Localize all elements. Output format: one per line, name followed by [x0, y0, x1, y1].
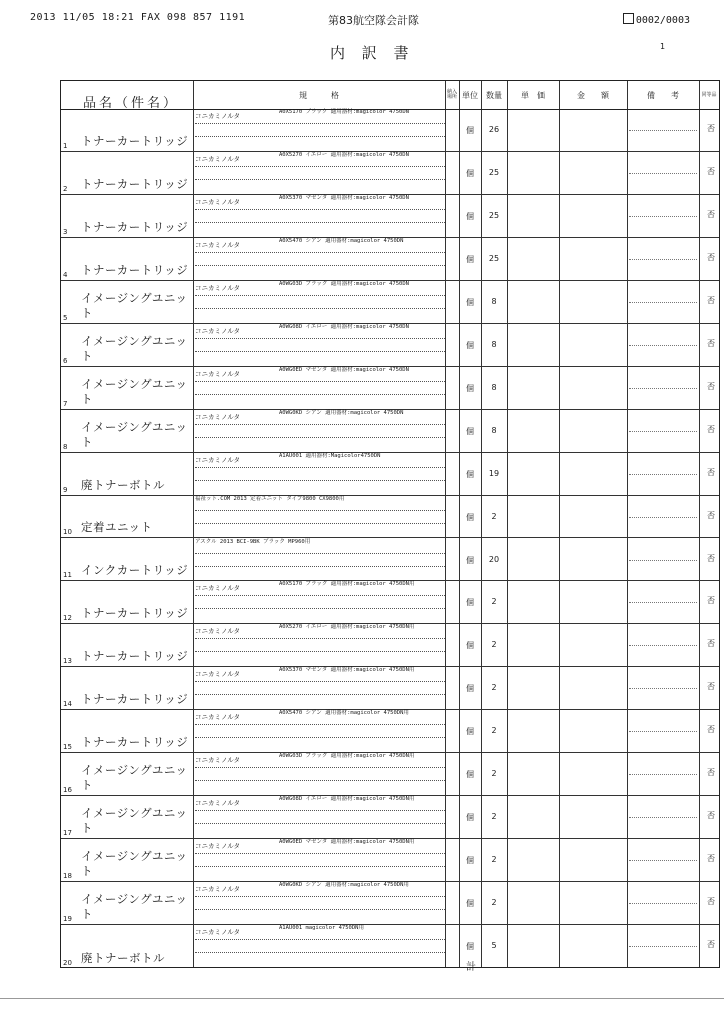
- item-unit: 個: [466, 168, 474, 178]
- item-quantity: 8: [491, 339, 497, 349]
- item-maker: コニカミノルタ: [195, 369, 240, 378]
- item-name: トナーカートリッジ: [81, 692, 189, 707]
- row-number: 7: [63, 399, 68, 408]
- item-quantity: 2: [491, 769, 497, 779]
- item-unit: 個: [466, 641, 474, 651]
- note-guide-line: [629, 602, 697, 603]
- item-quantity: 25: [488, 253, 500, 263]
- item-maker: コニカミノルタ: [195, 240, 240, 249]
- item-maker: コニカミノルタ: [195, 756, 240, 765]
- item-name: トナーカートリッジ: [81, 219, 189, 234]
- item-spec: 福祉ット.COM 2013 定着ユニット タイプ9800 CX9800用: [195, 495, 345, 502]
- item-spec: A1AU001 適用器材:Magicolor4750DN: [279, 452, 381, 459]
- spec-guide-line: [195, 437, 445, 438]
- item-maker: コニカミノルタ: [195, 283, 240, 292]
- item-unit: 個: [466, 899, 474, 909]
- spec-guide-line: [195, 608, 445, 609]
- page-number: 1: [660, 42, 666, 51]
- item-quantity: 2: [491, 898, 497, 908]
- item-name: 廃トナーボトル: [81, 477, 165, 492]
- item-unit: 個: [466, 297, 474, 307]
- item-quantity: 8: [491, 296, 497, 306]
- table-row: [61, 281, 719, 324]
- row-number: 12: [63, 614, 72, 623]
- note-guide-line: [629, 688, 697, 689]
- note-guide-line: [629, 903, 697, 904]
- row-number: 10: [63, 528, 72, 537]
- item-name: イメージングユニット: [81, 419, 188, 449]
- spec-guide-line: [195, 810, 445, 811]
- item-spec: A0WG0ED マゼンタ 適用器材:magicolor 4750DN用: [279, 839, 415, 846]
- item-unit: 個: [466, 512, 474, 522]
- item-name: イメージングユニット: [81, 290, 188, 320]
- note-guide-line: [629, 173, 697, 174]
- item-quantity: 26: [488, 125, 500, 134]
- fax-sender-org: 第83航空隊会計隊: [328, 14, 419, 27]
- item-spec: A0X5370 マゼンタ 適用器材:magicolor 4750DN用: [279, 667, 415, 674]
- item-name: イメージングユニット: [81, 376, 188, 406]
- header-spec: 規 格: [299, 90, 339, 100]
- header-unit-price: 単 価: [521, 90, 545, 100]
- item-spec: A0X5170 ブラック 適用器材:magicolor 4750DN: [279, 109, 409, 115]
- item-unit: 個: [466, 211, 474, 221]
- item-maker: コニカミノルタ: [195, 799, 240, 808]
- item-spec: アスクル 2013 BCI-9BK ブラック MP960用: [195, 538, 311, 545]
- item-equivalent: 否: [707, 295, 715, 305]
- item-maker: コニカミノルタ: [195, 455, 240, 464]
- note-guide-line: [629, 560, 697, 561]
- item-quantity: 2: [491, 726, 497, 736]
- item-name: イメージングユニット: [81, 806, 188, 836]
- item-name: 廃トナーボトル: [81, 950, 165, 965]
- note-guide-line: [629, 216, 697, 217]
- item-maker: コニカミノルタ: [195, 627, 240, 636]
- note-guide-line: [629, 731, 697, 732]
- note-guide-line: [629, 302, 697, 303]
- item-quantity: 25: [488, 210, 500, 220]
- note-guide-line: [629, 860, 697, 861]
- item-equivalent: 否: [707, 768, 715, 778]
- item-spec: A0WG08D イエロー 適用器材:magicolor 4750DN用: [279, 796, 415, 803]
- spec-guide-line: [195, 265, 445, 266]
- item-equivalent: 否: [707, 854, 715, 864]
- note-guide-line: [629, 345, 697, 346]
- item-spec: A0X5470 シアン 適用器材:magicolor 4750DN用: [279, 710, 409, 717]
- item-equivalent: 否: [707, 725, 715, 735]
- item-quantity: 2: [491, 812, 497, 822]
- spec-guide-line: [195, 381, 445, 382]
- item-unit: 個: [466, 770, 474, 780]
- row-number: 17: [63, 829, 72, 838]
- row-number: 4: [63, 270, 68, 279]
- item-spec: A0WG08D イエロー 適用器材:magicolor 4750DN: [279, 323, 409, 330]
- table-row: [61, 624, 719, 667]
- spec-guide-line: [195, 767, 445, 768]
- item-quantity: 20: [488, 554, 500, 564]
- table-header: [61, 81, 719, 110]
- item-quantity: 2: [491, 640, 497, 650]
- item-equivalent: 否: [707, 381, 715, 391]
- item-unit: 個: [466, 254, 474, 264]
- item-quantity: 8: [491, 425, 497, 435]
- table-row: [61, 882, 719, 925]
- row-number: 9: [63, 485, 68, 494]
- table-row: [61, 453, 719, 496]
- item-spec: A1AU001 magicolor 4750DN用: [279, 925, 364, 932]
- item-quantity: 19: [488, 468, 500, 478]
- item-maker: コニカミノルタ: [195, 842, 240, 851]
- spec-guide-line: [195, 553, 445, 554]
- note-guide-line: [629, 517, 697, 518]
- table-row: [61, 796, 719, 839]
- table-row: [61, 753, 719, 796]
- spec-guide-line: [195, 853, 445, 854]
- spec-guide-line: [195, 480, 445, 481]
- spec-guide-line: [195, 136, 445, 137]
- page-bottom-rule: [0, 998, 724, 999]
- spec-guide-line: [195, 295, 445, 296]
- row-number: 13: [63, 657, 72, 666]
- item-name: 定着ユニット: [81, 520, 153, 535]
- table-row: [61, 195, 719, 238]
- item-equivalent: 否: [707, 424, 715, 434]
- spec-guide-line: [195, 523, 445, 524]
- note-guide-line: [629, 388, 697, 389]
- item-quantity: 2: [491, 597, 497, 607]
- note-guide-line: [629, 946, 697, 947]
- item-unit: 個: [466, 340, 474, 350]
- header-amount: 金 額: [577, 90, 609, 100]
- item-spec: A0X5270 イエロー 適用器材:magicolor 4750DN: [279, 151, 409, 158]
- table-row: [61, 367, 719, 410]
- spec-guide-line: [195, 651, 445, 652]
- table-body: [61, 109, 719, 967]
- row-number: 5: [63, 313, 68, 322]
- item-quantity: 2: [491, 511, 497, 521]
- item-unit: 個: [466, 727, 474, 737]
- note-guide-line: [629, 774, 697, 775]
- item-quantity: 2: [491, 683, 497, 693]
- item-equivalent: 否: [707, 124, 715, 133]
- spec-guide-line: [195, 694, 445, 695]
- row-number: 3: [63, 227, 68, 236]
- item-equivalent: 否: [707, 467, 715, 477]
- spec-guide-line: [195, 424, 445, 425]
- item-unit: 個: [466, 813, 474, 823]
- spec-guide-line: [195, 179, 445, 180]
- item-equivalent: 否: [707, 209, 715, 219]
- table-row: [61, 667, 719, 710]
- spec-guide-line: [195, 909, 445, 910]
- item-unit: 個: [466, 942, 474, 952]
- item-maker: コニカミノルタ: [195, 885, 240, 894]
- fax-page-box-icon: [623, 13, 634, 24]
- item-equivalent: 否: [707, 897, 715, 907]
- item-name: トナーカートリッジ: [81, 262, 189, 277]
- item-maker: コニカミノルタ: [195, 154, 240, 163]
- table-row: [61, 152, 719, 195]
- note-guide-line: [629, 817, 697, 818]
- item-unit: 個: [466, 598, 474, 608]
- item-maker: コニカミノルタ: [195, 670, 240, 679]
- table-row: [61, 496, 719, 539]
- row-number: 2: [63, 184, 68, 193]
- row-number: 6: [63, 356, 68, 365]
- item-equivalent: 否: [707, 252, 715, 262]
- row-number: 18: [63, 872, 72, 881]
- item-maker: コニカミノルタ: [195, 326, 240, 335]
- item-name: イメージングユニット: [81, 849, 188, 879]
- item-name: イメージングユニット: [81, 892, 188, 922]
- row-number: 19: [63, 915, 72, 924]
- item-spec: A0WG0KD シアン 適用器材:magicolor 4750DN用: [279, 882, 409, 889]
- item-spec: A0WG0ED マゼンタ 適用器材:magicolor 4750DN: [279, 366, 409, 373]
- item-quantity: 5: [491, 941, 497, 951]
- fax-header: [0, 12, 724, 28]
- itemized-table: [60, 80, 720, 968]
- item-maker: コニカミノルタ: [195, 584, 240, 593]
- spec-guide-line: [195, 351, 445, 352]
- item-equivalent: 否: [707, 596, 715, 606]
- row-number: 11: [63, 571, 72, 580]
- header-name: 品名（件名）: [83, 95, 180, 111]
- item-equivalent: 否: [707, 510, 715, 520]
- item-name: トナーカートリッジ: [81, 735, 189, 750]
- spec-guide-line: [195, 566, 445, 567]
- table-row: [61, 839, 719, 882]
- item-equivalent: 否: [707, 940, 715, 950]
- item-unit: 個: [466, 856, 474, 866]
- document-title: 内 訳 書: [330, 44, 415, 62]
- table-row: [61, 925, 719, 968]
- item-equivalent: 否: [707, 166, 715, 176]
- item-name: トナーカートリッジ: [81, 649, 189, 664]
- fax-page-text: 0002/0003: [635, 15, 690, 26]
- item-quantity: 25: [488, 167, 500, 177]
- item-spec: A0WG03D ブラック 適用器材:magicolor 4750DN用: [279, 753, 415, 760]
- item-equivalent: 否: [707, 338, 715, 348]
- item-unit: 個: [466, 469, 474, 479]
- spec-guide-line: [195, 866, 445, 867]
- header-quantity: 数量: [486, 90, 502, 100]
- item-name: トナーカートリッジ: [81, 606, 189, 621]
- spec-guide-line: [195, 209, 445, 210]
- header-delivery: 納入場所: [446, 89, 457, 100]
- item-unit: 個: [466, 426, 474, 436]
- fax-transmission-info: 2013 11/05 18:21 FAX 098 857 1191: [30, 12, 246, 23]
- spec-guide-line: [195, 823, 445, 824]
- item-equivalent: 否: [707, 553, 715, 563]
- item-name: イメージングユニット: [81, 763, 188, 793]
- fax-page-counter: [623, 12, 690, 26]
- item-name: トナーカートリッジ: [81, 133, 189, 148]
- table-row: [61, 581, 719, 624]
- table-row: [61, 324, 719, 367]
- spec-guide-line: [195, 394, 445, 395]
- note-guide-line: [629, 431, 697, 432]
- item-equivalent: 否: [707, 811, 715, 821]
- item-equivalent: 否: [707, 682, 715, 692]
- item-spec: A0WG0KD シアン 適用器材:magicolor 4750DN: [279, 409, 404, 416]
- note-guide-line: [629, 474, 697, 475]
- spec-guide-line: [195, 222, 445, 223]
- note-guide-line: [629, 645, 697, 646]
- item-equivalent: 否: [707, 639, 715, 649]
- spec-guide-line: [195, 952, 445, 953]
- spec-guide-line: [195, 467, 445, 468]
- item-maker: コニカミノルタ: [195, 928, 240, 937]
- item-spec: A0X5470 シアン 適用器材:magicolor 4750DN: [279, 237, 404, 244]
- spec-guide-line: [195, 780, 445, 781]
- note-guide-line: [629, 259, 697, 260]
- spec-guide-line: [195, 737, 445, 738]
- item-spec: A0X5270 イエロー 適用器材:magicolor 4750DN用: [279, 624, 415, 631]
- spec-guide-line: [195, 123, 445, 124]
- spec-guide-line: [195, 681, 445, 682]
- spec-guide-line: [195, 638, 445, 639]
- table-row: [61, 410, 719, 453]
- header-equivalent: 同等品: [701, 91, 717, 98]
- spec-guide-line: [195, 308, 445, 309]
- spec-guide-line: [195, 510, 445, 511]
- table-row: [61, 109, 719, 152]
- spec-guide-line: [195, 896, 445, 897]
- header-unit: 単位: [462, 90, 478, 100]
- item-maker: コニカミノルタ: [195, 197, 240, 206]
- item-quantity: 8: [491, 382, 497, 392]
- spec-guide-line: [195, 595, 445, 596]
- item-name: イメージングユニット: [81, 333, 188, 363]
- row-number: 15: [63, 743, 72, 752]
- header-note: 備 考: [647, 90, 679, 100]
- item-spec: A0X5170 ブラック 適用器材:magicolor 4750DN用: [279, 581, 415, 588]
- table-row: [61, 539, 719, 582]
- item-spec: A0X5370 マゼンタ 適用器材:magicolor 4750DN: [279, 194, 409, 201]
- item-name: インクカートリッジ: [81, 563, 189, 578]
- item-spec: A0WG03D ブラック 適用器材:magicolor 4750DN: [279, 280, 409, 287]
- item-maker: コニカミノルタ: [195, 112, 240, 120]
- item-name: トナーカートリッジ: [81, 176, 189, 191]
- spec-guide-line: [195, 939, 445, 940]
- spec-guide-line: [195, 338, 445, 339]
- item-unit: 個: [466, 684, 474, 694]
- note-guide-line: [629, 130, 697, 131]
- table-row: [61, 238, 719, 281]
- row-number: 1: [63, 141, 68, 150]
- spec-guide-line: [195, 252, 445, 253]
- item-unit: 個: [466, 555, 474, 565]
- total-label: 計: [466, 962, 476, 973]
- item-maker: コニカミノルタ: [195, 713, 240, 722]
- row-number: 8: [63, 442, 68, 451]
- spec-guide-line: [195, 166, 445, 167]
- row-number: 14: [63, 700, 72, 709]
- row-number: 20: [63, 958, 72, 967]
- row-number: 16: [63, 786, 72, 795]
- item-unit: 個: [466, 383, 474, 393]
- item-maker: コニカミノルタ: [195, 412, 240, 421]
- table-row: [61, 710, 719, 753]
- item-quantity: 2: [491, 855, 497, 865]
- spec-guide-line: [195, 724, 445, 725]
- item-unit: 個: [466, 126, 474, 135]
